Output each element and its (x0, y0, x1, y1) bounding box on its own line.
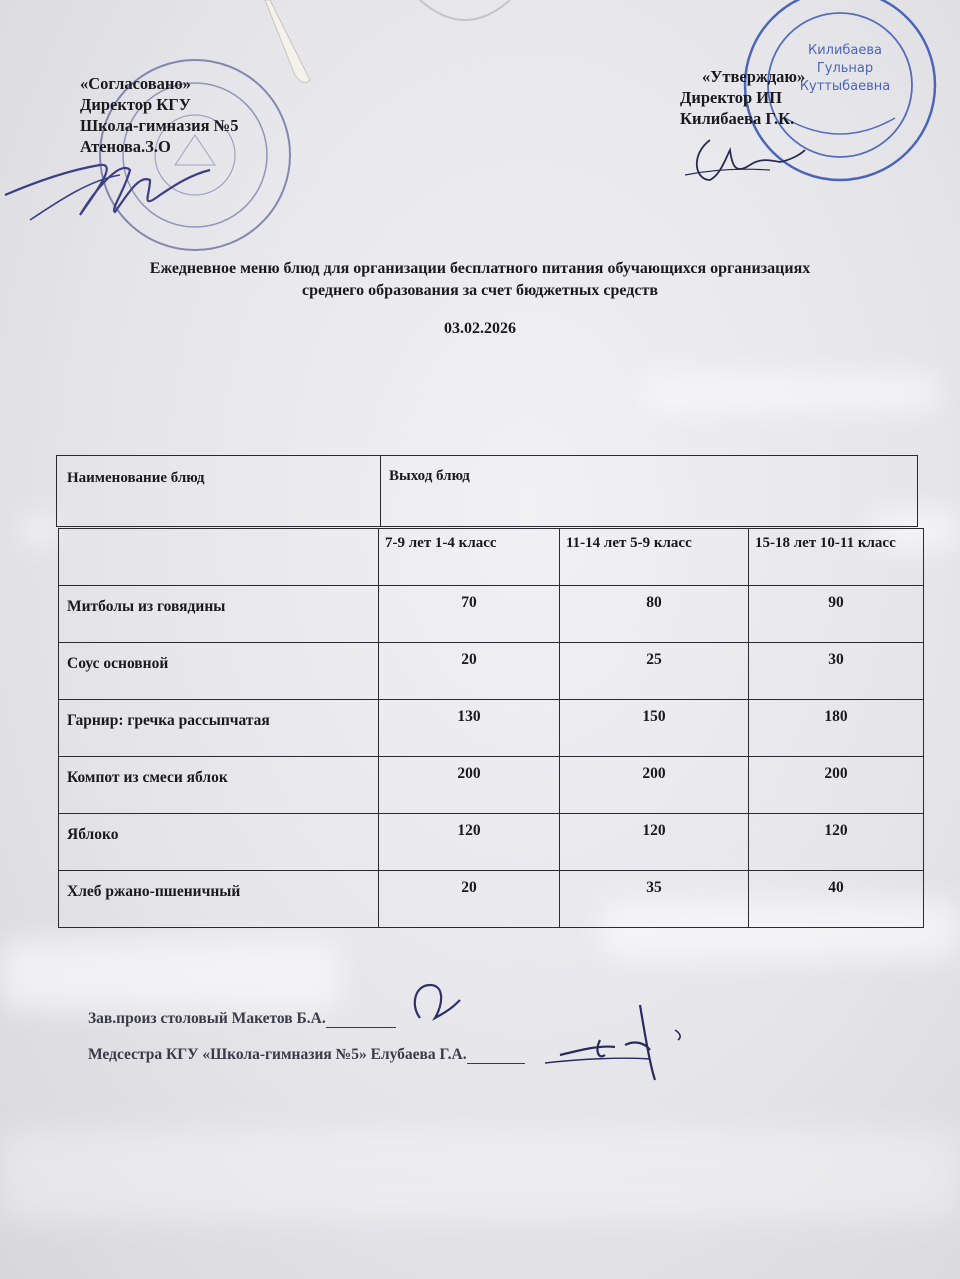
table-header (56, 455, 918, 527)
signature-right (680, 130, 810, 190)
portion-value: 120 (749, 814, 924, 871)
approval-right-line2: Директор ИП (680, 88, 782, 107)
footer-line-cook (88, 1010, 396, 1028)
dish-name: Гарнир: гречка рассыпчатая (59, 700, 379, 757)
stamp-right-line3: Куттыбаевна (799, 79, 891, 94)
approval-left-line1: «Согласовано» (80, 74, 191, 93)
title-line1: Ежедневное меню блюд для организации бесплатного питания обучающихся организациях (149, 260, 811, 277)
footer-line-nurse (88, 1046, 525, 1064)
light-glare (0, 940, 340, 1010)
menu-table (58, 528, 924, 928)
portion-value: 25 (560, 643, 749, 700)
portion-value: 20 (379, 871, 560, 928)
portion-value: 200 (560, 757, 749, 814)
portion-value: 120 (379, 814, 560, 871)
footer-nurse-text: Медсестра КГУ «Школа-гимназия №5» Елубаева Г.А. (88, 1046, 467, 1063)
age-group-header: 11-14 лет 5-9 класс (560, 529, 749, 586)
light-glare (20, 515, 60, 545)
light-glare (640, 375, 940, 410)
portion-value: 120 (560, 814, 749, 871)
portion-value: 200 (379, 757, 560, 814)
table-row-age-groups (59, 529, 924, 586)
table-row (59, 643, 924, 700)
document-title (40, 258, 920, 302)
table-row (59, 757, 924, 814)
table-row (59, 871, 924, 928)
portion-value: 80 (560, 586, 749, 643)
column-header-output: Выход блюд (389, 468, 470, 484)
portion-value: 40 (749, 871, 924, 928)
signature-line (326, 1013, 396, 1028)
stamp-right-text (790, 42, 900, 96)
dish-name: Компот из смеси яблок (59, 757, 379, 814)
stamp-right-line1: Килибаева (807, 43, 883, 58)
circle-mark-icon (415, 0, 515, 25)
dish-name: Яблоко (59, 814, 379, 871)
table-row (59, 700, 924, 757)
signature-cook (395, 980, 465, 1025)
approval-left-line2: Директор КГУ (80, 95, 191, 114)
approval-left-line4: Атенова.З.О (80, 137, 171, 156)
dish-name: Хлеб ржано-пшеничный (59, 871, 379, 928)
portion-value: 180 (749, 700, 924, 757)
stamp-right-line2: Гульнар (816, 61, 874, 76)
table-row (59, 814, 924, 871)
column-header-dish-name: Наименование блюд (57, 456, 381, 526)
age-group-header: 15-18 лет 10-11 класс (749, 529, 924, 586)
light-glare (0, 1130, 960, 1220)
age-group-header: 7-9 лет 1-4 класс (379, 529, 560, 586)
portion-value: 90 (749, 586, 924, 643)
footer-cook-text: Зав.произ столовый Макетов Б.А. (88, 1010, 326, 1027)
signature-line (467, 1049, 525, 1064)
title-line2: среднего образования за счет бюджетных средств (302, 282, 658, 299)
dish-name: Митболы из говядины (59, 586, 379, 643)
portion-value: 35 (560, 871, 749, 928)
table-row (59, 586, 924, 643)
portion-value: 130 (379, 700, 560, 757)
portion-value: 200 (749, 757, 924, 814)
signature-left (0, 140, 220, 230)
table-cell-empty (59, 529, 379, 586)
signature-nurse (540, 995, 690, 1090)
approval-right-line1: «Утверждаю» (702, 67, 806, 86)
portion-value: 150 (560, 700, 749, 757)
portion-value: 70 (379, 586, 560, 643)
portion-value: 30 (749, 643, 924, 700)
approval-block-right (680, 66, 805, 129)
portion-value: 20 (379, 643, 560, 700)
approval-left-line3: Школа-гимназия №5 (80, 116, 239, 135)
dish-name: Соус основной (59, 643, 379, 700)
approval-right-line3: Килибаева Г.К. (680, 109, 795, 128)
menu-date: 03.02.2026 (444, 320, 516, 337)
